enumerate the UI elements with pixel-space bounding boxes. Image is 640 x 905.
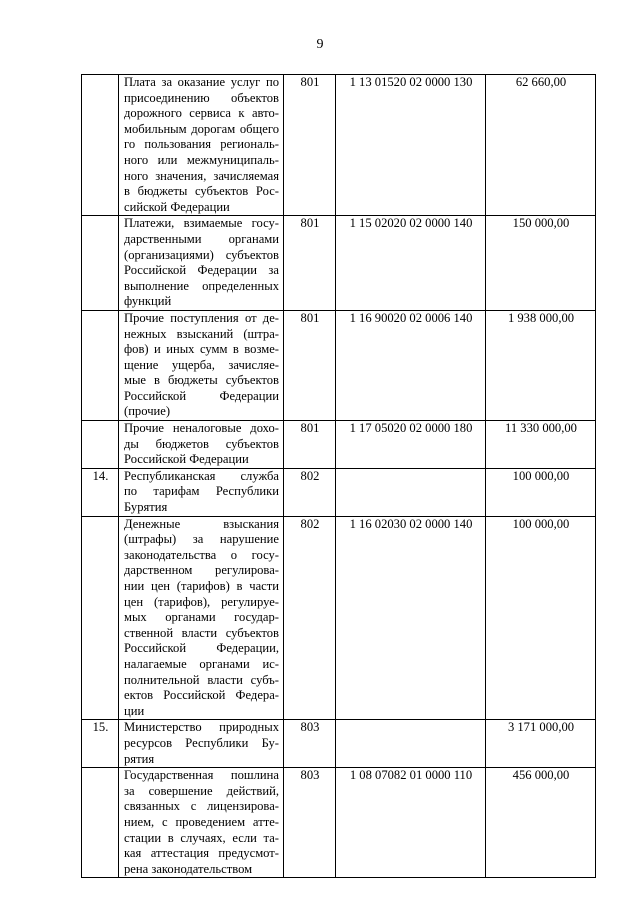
row-budget-code <box>336 468 486 516</box>
row-admin-code: 801 <box>284 310 336 420</box>
row-name-line: налагаемые органами ис- <box>124 656 279 671</box>
page-number: 9 <box>316 37 324 52</box>
row-amount: 456 000,00 <box>486 768 596 878</box>
row-name-text <box>124 517 279 720</box>
row-number: 14. <box>82 468 119 516</box>
row-name-line: Республиканская служба <box>124 468 279 483</box>
row-number <box>82 516 119 720</box>
row-name-text <box>124 768 279 877</box>
row-admin-code: 803 <box>284 720 336 768</box>
row-number: 15. <box>82 720 119 768</box>
row-amount: 100 000,00 <box>486 468 596 516</box>
table-row <box>82 768 596 878</box>
row-name <box>119 516 284 720</box>
row-name-line: стации в случаях, если та- <box>124 830 279 845</box>
row-name <box>119 468 284 516</box>
row-name-line: рятия <box>124 751 155 766</box>
table-row <box>82 468 596 516</box>
row-name-text <box>124 469 279 516</box>
row-name-line: мобильным дорогам общего <box>124 121 279 136</box>
row-budget-code: 1 17 05020 02 0000 180 <box>336 421 486 469</box>
row-name-line: рена законодательством <box>124 861 253 876</box>
row-name-line: нии цен (тарифов) в части <box>124 579 279 593</box>
row-name-line: ресурсов Республики Бу- <box>124 735 279 750</box>
row-name-line: за совершение действий, <box>124 783 279 798</box>
row-name-line: Денежные взыскания <box>124 516 279 531</box>
row-name-line: дарственными органами <box>124 231 279 246</box>
row-name-line: законодательства о госу- <box>124 547 279 562</box>
row-name-line: Платежи, взимаемые госу- <box>124 216 279 231</box>
row-admin-code: 801 <box>284 75 336 216</box>
row-name-line: дорожного сервиса к авто- <box>124 106 279 121</box>
row-amount: 100 000,00 <box>486 516 596 720</box>
row-amount: 11 330 000,00 <box>486 421 596 469</box>
row-name <box>119 310 284 420</box>
row-name <box>119 216 284 311</box>
row-name-line: Российской Федерации <box>124 452 249 467</box>
row-name-line: Прочие поступления от де- <box>124 310 279 325</box>
row-name-line: цен (тарифов), регулируе- <box>124 594 279 609</box>
row-number <box>82 75 119 216</box>
row-number <box>82 421 119 469</box>
row-name-line: ектов Российской Федера- <box>124 688 279 703</box>
row-amount: 1 938 000,00 <box>486 310 596 420</box>
row-amount: 150 000,00 <box>486 216 596 311</box>
row-name-line: ды бюджетов субъектов <box>124 436 279 451</box>
row-admin-code: 802 <box>284 468 336 516</box>
row-name-text <box>124 421 279 468</box>
revenue-table <box>81 74 596 878</box>
row-name-line: фов) и иных сумм в возме- <box>124 342 279 357</box>
row-name-line: Плата за оказание услуг по <box>124 75 279 89</box>
table-row <box>82 310 596 420</box>
row-name-line: ного или межмуниципаль- <box>124 152 279 167</box>
row-name <box>119 768 284 878</box>
row-budget-code: 1 16 02030 02 0000 140 <box>336 516 486 720</box>
row-name-line: Государственная пошлина <box>124 768 279 783</box>
row-name-line: го пользования региональ- <box>124 137 279 152</box>
row-name-line: щение ущерба, зачисляе- <box>124 357 279 372</box>
table-row <box>82 216 596 311</box>
row-number <box>82 768 119 878</box>
row-name-line: сийской Федерации <box>124 199 230 214</box>
row-budget-code: 1 15 02020 02 0000 140 <box>336 216 486 311</box>
row-name-line: мых органами государ- <box>124 610 279 625</box>
revenue-table-body <box>82 75 596 878</box>
row-admin-code: 801 <box>284 216 336 311</box>
row-name-line: Российской Федерации за <box>124 263 279 278</box>
row-name-line: Бурятия <box>124 500 168 515</box>
row-name-line: (организациями) субъектов <box>124 247 279 262</box>
row-admin-code: 802 <box>284 516 336 720</box>
row-budget-code: 1 08 07082 01 0000 110 <box>336 768 486 878</box>
row-name-line: в бюджеты субъектов Рос- <box>124 184 279 199</box>
row-admin-code: 803 <box>284 768 336 878</box>
row-name-line: Российской Федерации, <box>124 641 279 656</box>
row-name <box>119 720 284 768</box>
row-name <box>119 421 284 469</box>
row-name-line: ного значения, зачисляемая <box>124 168 279 183</box>
row-amount: 62 660,00 <box>486 75 596 216</box>
row-name-line: нежных взысканий (штра- <box>124 326 279 341</box>
row-name-line: (штрафы) за нарушение <box>124 532 279 547</box>
table-row <box>82 75 596 216</box>
row-name-line: (прочие) <box>124 404 171 419</box>
row-name-line: функций <box>124 294 172 309</box>
table-row <box>82 516 596 720</box>
row-number <box>82 216 119 311</box>
row-name-line: связанных с лицензирова- <box>124 799 279 814</box>
row-name-line: дарственном регулирова- <box>124 563 279 578</box>
row-name-line: ции <box>124 703 145 718</box>
row-name-line: ственной власти субъектов <box>124 625 279 640</box>
row-name-line: присоединению объектов <box>124 90 279 105</box>
row-name-line: Российской Федерации <box>124 388 279 403</box>
row-name-text <box>124 720 279 767</box>
row-admin-code: 801 <box>284 421 336 469</box>
row-name-line: нием, с проведением атте- <box>124 814 279 829</box>
row-budget-code <box>336 720 486 768</box>
row-name-line: по тарифам Республики <box>124 484 279 499</box>
row-name-line: полнительной власти субъ- <box>124 672 279 687</box>
row-number <box>82 310 119 420</box>
row-name-text <box>124 216 279 310</box>
row-name-line: Прочие неналоговые дохо- <box>124 421 279 436</box>
row-name-text <box>124 311 279 420</box>
row-name-line: мые в бюджеты субъектов <box>124 373 279 388</box>
row-name-text <box>124 75 279 215</box>
table-row <box>82 720 596 768</box>
row-name <box>119 75 284 216</box>
row-budget-code: 1 13 01520 02 0000 130 <box>336 75 486 216</box>
row-name-line: кая аттестация предусмот- <box>124 846 279 861</box>
row-amount: 3 171 000,00 <box>486 720 596 768</box>
row-name-line: Министерство природных <box>124 720 279 735</box>
row-name-line: выполнение определенных <box>124 278 279 293</box>
table-row <box>82 421 596 469</box>
row-budget-code: 1 16 90020 02 0006 140 <box>336 310 486 420</box>
